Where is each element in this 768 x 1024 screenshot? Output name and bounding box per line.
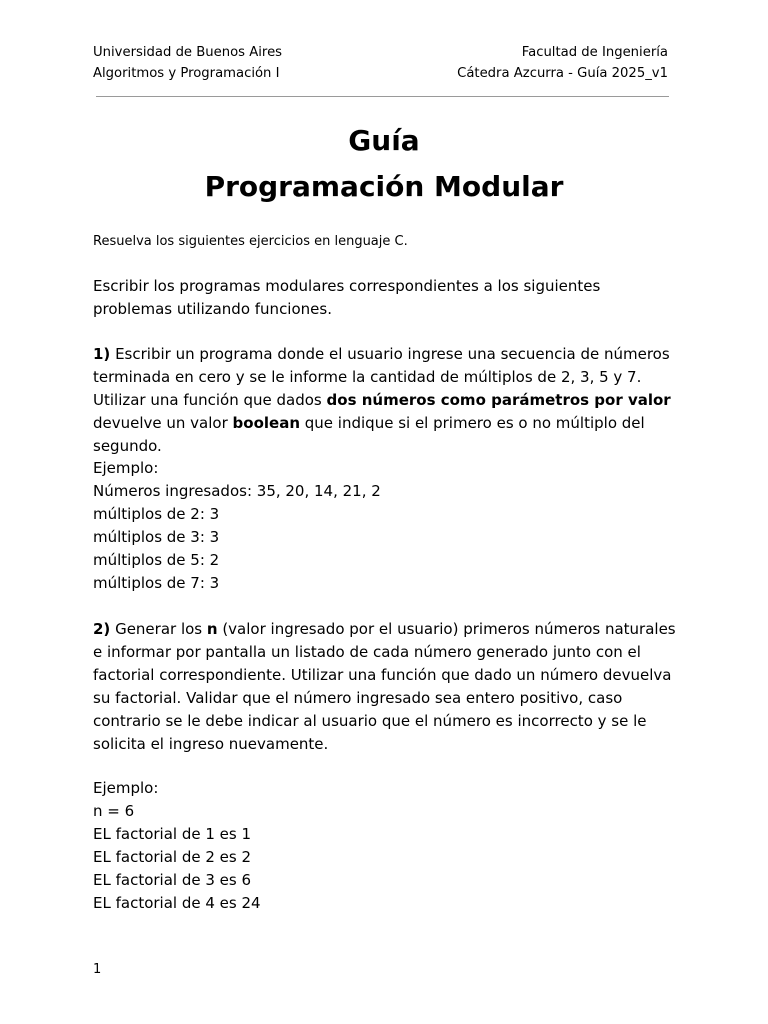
example-line: EL factorial de 1 es 1	[93, 825, 252, 843]
example-line: múltiplos de 7: 3	[93, 574, 220, 592]
exercise-2-paragraph	[93, 618, 683, 756]
exercise-1-bold-a: dos números como parámetros por valor	[326, 391, 671, 409]
intro-text: Escribir los programas modulares correspondientes a los siguientes problemas utilizando funciones.	[93, 277, 601, 318]
exercise-2-number: 2)	[93, 620, 111, 638]
page-header-line-2	[93, 66, 668, 82]
example-line: EL factorial de 3 es 6	[93, 871, 252, 889]
course-name: Algoritmos y Programación I	[93, 66, 280, 81]
guide-version: Cátedra Azcurra - Guía 2025_v1	[457, 66, 668, 81]
exercise-2-text-a: Generar los	[110, 620, 207, 638]
exercise-1-bold-b: boolean	[232, 414, 301, 432]
example-line: múltiplos de 5: 2	[93, 551, 220, 569]
document-subtitle: Programación Modular	[204, 170, 564, 203]
university-name: Universidad de Buenos Aires	[93, 45, 283, 60]
page-header-line-1	[93, 45, 668, 61]
exercise-1-paragraph	[93, 343, 683, 458]
example-line: EL factorial de 2 es 2	[93, 848, 252, 866]
exercise-1-text-c: que indique si el primero es o no múltiplo del segundo.	[93, 414, 645, 455]
intro-paragraph	[93, 275, 683, 321]
example-line: Ejemplo:	[93, 459, 159, 477]
faculty-name: Facultad de Ingeniería	[521, 45, 668, 60]
exercise-1-text-b: devuelve un valor	[93, 414, 233, 432]
exercise-2-example	[93, 777, 683, 915]
exercise-2-statement	[93, 618, 683, 756]
example-line: EL factorial de 4 es 24	[93, 894, 261, 912]
header-divider	[96, 96, 669, 97]
document-title: Guía	[348, 124, 420, 157]
example-line: Ejemplo:	[93, 779, 159, 797]
exercise-1-text-a: Escribir un programa donde el usuario ingrese una secuencia de números terminada en cero y se le informe la cantidad de múltiplos de 2, 3, 5 y 7. Utilizar una función que dados	[93, 345, 670, 409]
exercise-1-example	[93, 457, 683, 595]
example-line: Números ingresados: 35, 20, 14, 21, 2	[93, 482, 381, 500]
instructions-note: Resuelva los siguientes ejercicios en lenguaje C.	[93, 234, 408, 249]
example-line: n = 6	[93, 802, 135, 820]
example-line: múltiplos de 2: 3	[93, 505, 220, 523]
page-number: 1	[93, 962, 102, 977]
exercise-1-number: 1)	[93, 345, 111, 363]
exercise-2-bold-a: n	[206, 620, 218, 638]
exercise-1-statement	[93, 343, 683, 458]
example-line: múltiplos de 3: 3	[93, 528, 220, 546]
exercise-2-text-b: (valor ingresado por el usuario) primeros números naturales e informar por pantalla un listado de cada número generado junto con el factorial correspondiente. Utilizar una función que dado un número devuelva su factorial. Validar que el número ingresado sea entero positivo, caso contrario se le debe indicar al usuario que el número es incorrecto y se le solicita el ingreso nuevamente.	[93, 620, 676, 753]
